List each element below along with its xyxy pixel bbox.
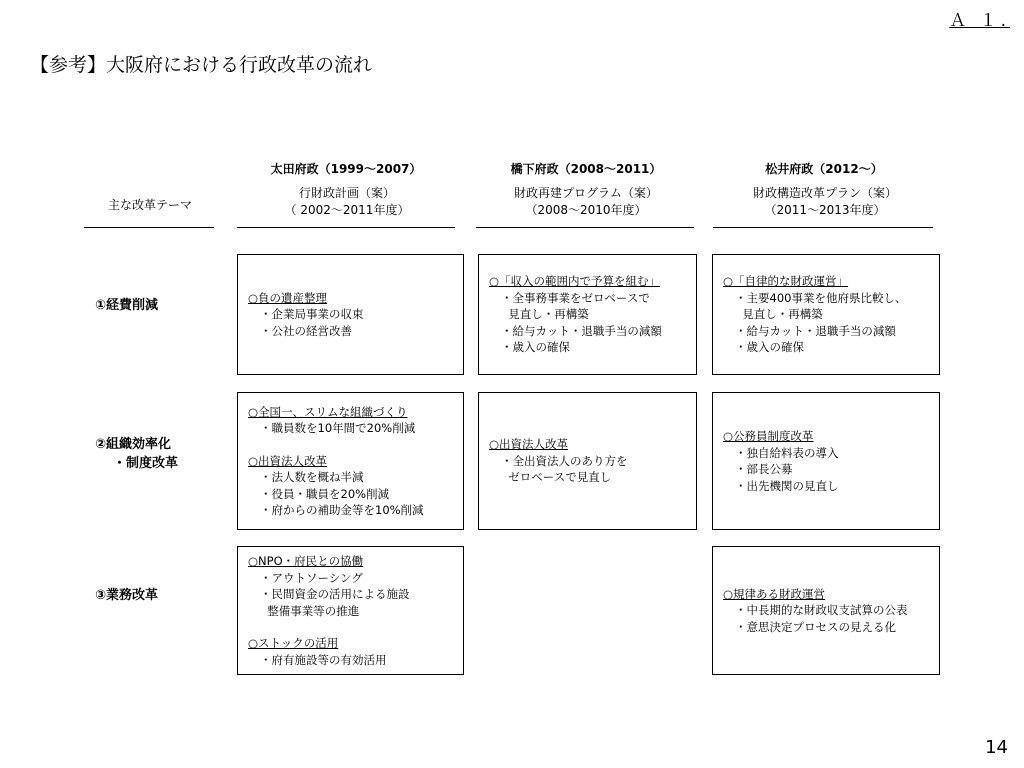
theme-2-era-3-cell: [712, 392, 940, 530]
corner-label: Ａ １.: [949, 11, 1010, 31]
item-point: 見直し・再構築: [501, 307, 589, 322]
item-point: ・歳入の確保: [501, 340, 570, 355]
item-point: ・全出資法人のあり方を: [501, 453, 628, 468]
item-point: ・役員・職員を20%削減: [260, 486, 390, 501]
theme-2-label: [95, 435, 178, 473]
era-2-plan-period: （2008～2010年度）: [525, 203, 647, 217]
item-point: ・職員数を10年間で20%削減: [260, 421, 416, 435]
cell-item: [723, 273, 933, 356]
theme-3-era-1-cell: [237, 546, 464, 675]
era-2-header-rule: [476, 227, 694, 228]
theme-header-rule: [84, 227, 214, 228]
era-3-name: 松井府政（2012～）: [765, 162, 883, 176]
item-point: ・アウトソーシング: [260, 570, 363, 585]
theme-1-era-3-cell: [712, 254, 940, 375]
theme-1-label: [95, 296, 158, 315]
item-point: ・企業局事業の収束: [260, 307, 364, 322]
theme-3-label: [95, 586, 158, 605]
cell-item: [248, 290, 457, 340]
item-point: ・出先機関の見直し: [735, 478, 839, 493]
item-heading: ○「自律的な財政運営」: [723, 274, 849, 289]
item-point: ・独自給料表の導入: [735, 445, 839, 460]
item-point: ・中長期的な財政収支試算の公表: [735, 603, 908, 618]
theme-2-label-line1: ②組織効率化: [95, 437, 172, 452]
item-heading: ○NPO・府民との協働: [248, 554, 364, 568]
theme-3-era-3-cell: [712, 546, 940, 675]
cell-item: [723, 586, 933, 636]
cell-item: [248, 453, 457, 519]
item-point: ・部長公募: [735, 462, 793, 476]
cell-item: [489, 436, 690, 486]
era-1-name: 太田府政（1999～2007）: [270, 162, 422, 176]
item-point: 整備事業等の推進: [260, 603, 360, 618]
theme-column-header: 主な改革テーマ: [107, 198, 192, 212]
item-point: ・主要400事業を他府県比較し、: [735, 290, 907, 305]
theme-2-label-line2: ・制度改革: [113, 456, 179, 471]
item-heading: ○負の遺産整理: [248, 290, 328, 305]
theme-2-era-1-cell: [237, 392, 464, 530]
era-1-header-rule: [237, 227, 455, 228]
item-heading: ○全国一、スリムな組織づくり: [248, 404, 408, 419]
era-2-plan-title: 財政再建プログラム（案）: [514, 186, 658, 200]
era-3-plan-period: （2011～2013年度）: [764, 203, 886, 217]
item-point: ・公社の経営改善: [260, 323, 352, 338]
cell-item: [489, 273, 690, 356]
cell-item: [248, 404, 457, 437]
item-heading: ○出資法人改革: [248, 453, 328, 468]
item-heading: ○公務員制度改革: [723, 429, 814, 443]
item-point: ・府からの補助金等を10%削減: [260, 503, 424, 517]
item-point: ・法人数を概ね半減: [260, 470, 364, 484]
item-point: ・全事務事業をゼロベースで: [501, 290, 650, 305]
era-1-plan-period: （ 2002～2011年度）: [284, 203, 410, 217]
era-2-name: 橋下府政（2008～2011）: [510, 162, 662, 176]
item-point: ・府有施設等の有効活用: [260, 652, 387, 667]
cell-item: [248, 553, 457, 619]
item-point: ・給与カット・退職手当の減額: [501, 323, 662, 338]
theme-2-era-2-cell: [478, 392, 697, 530]
item-heading: ○出資法人改革: [489, 437, 569, 452]
item-point: ゼロベースで見直し: [501, 470, 612, 485]
item-point: ・歳入の確保: [735, 340, 804, 355]
item-heading: ○規律ある財政運営: [723, 586, 826, 601]
theme-1-era-1-cell: [237, 254, 464, 375]
theme-1-label-line1: ①経費削減: [95, 298, 159, 313]
cell-item: [248, 635, 457, 668]
item-point: ・給与カット・退職手当の減額: [735, 323, 896, 338]
era-3-plan-title: 財政構造改革プラン（案）: [752, 186, 897, 200]
page-number: 14: [985, 737, 1008, 758]
era-3-plan: [710, 185, 940, 219]
item-heading: ○「収入の範囲内で予算を組む」: [489, 274, 661, 289]
item-point: ・意思決定プロセスの見える化: [735, 619, 896, 634]
era-3-header-rule: [713, 227, 933, 228]
era-1-plan-title: 行財政計画（案）: [298, 186, 395, 200]
page-title: 【参考】大阪府における行政改革の流れ: [30, 54, 373, 76]
era-2-plan: [471, 185, 701, 219]
cell-item: [723, 428, 933, 494]
theme-1-era-2-cell: [478, 254, 697, 375]
era-1-plan: [232, 185, 462, 219]
item-heading: ○ストックの活用: [248, 636, 339, 650]
item-point: 見直し・再構築: [735, 307, 823, 322]
item-point: ・民間資金の活用による施設: [260, 587, 410, 601]
theme-3-label-line1: ③業務改革: [95, 588, 159, 603]
